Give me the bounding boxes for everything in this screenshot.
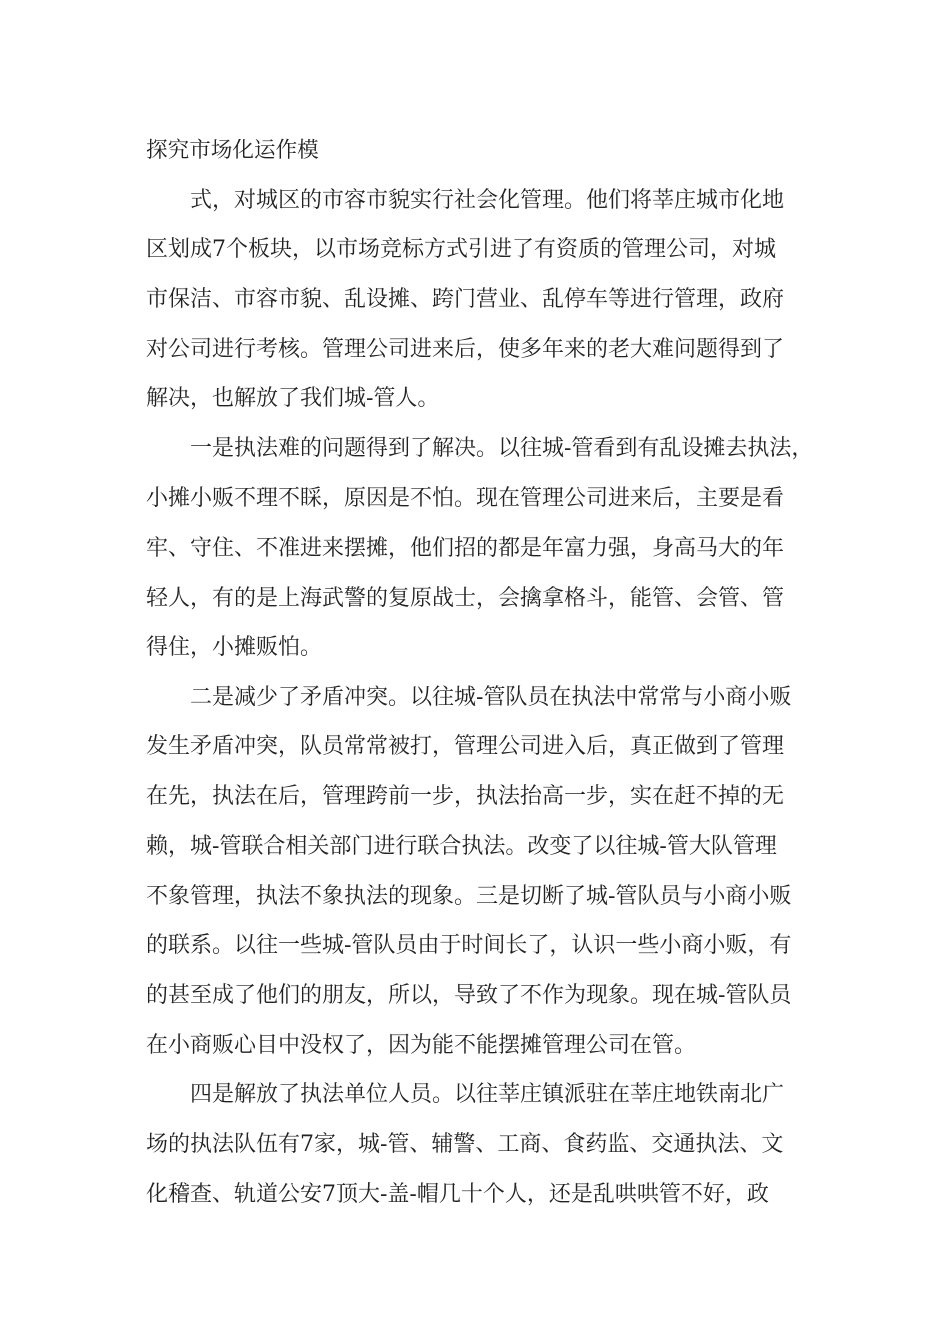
paragraph-4-line-2: 场的执法队伍有7家，城-管、辅警、工商、食药监、交通执法、文 — [146, 1132, 784, 1157]
paragraph-3-line-7: 的甚至成了他们的朋友，所以，导致了不作为现象。现在城-管队员 — [146, 983, 792, 1008]
paragraph-1-line-2: 区划成7个板块，以市场竞标方式引进了有资质的管理公司，对城 — [146, 237, 776, 262]
paragraph-3-line-5: 不象管理，执法不象执法的现象。三是切断了城-管队员与小商小贩 — [146, 884, 792, 909]
paragraph-2-line-4: 轻人，有的是上海武警的复原战士，会擒拿格斗，能管、会管、管 — [146, 586, 785, 611]
paragraph-2-line-1: 一是执法难的问题得到了解决。以往城-管看到有乱设摊去执法， — [190, 436, 814, 461]
paragraph-3-line-2: 发生矛盾冲突，队员常常被打，管理公司进入后，真正做到了管理 — [146, 734, 785, 759]
paragraph-2-line-5: 得住，小摊贩怕。 — [146, 635, 323, 660]
paragraph-3-line-1: 二是减少了矛盾冲突。以往城-管队员在执法中常常与小商小贩 — [190, 685, 792, 710]
paragraph-1-line-3: 市保洁、市容市貌、乱设摊、跨门营业、乱停车等进行管理，政府 — [146, 287, 785, 312]
paragraph-4-line-3: 化稽查、轨道公安7顶大-盖-帽几十个人，还是乱哄哄管不好，政 — [146, 1182, 769, 1207]
paragraph-3-line-8: 在小商贩心目中没权了，因为能不能摆摊管理公司在管。 — [146, 1033, 697, 1058]
paragraph-4-line-1: 四是解放了执法单位人员。以往莘庄镇派驻在莘庄地铁南北广 — [190, 1082, 785, 1107]
paragraph-2-line-3: 牢、守住、不准进来摆摊，他们招的都是年富力强，身高马大的年 — [146, 536, 785, 561]
document-heading: 探究市场化运作模 — [146, 138, 319, 163]
paragraph-3-line-6: 的联系。以往一些城-管队员由于时间长了，认识一些小商小贩，有 — [146, 933, 792, 958]
paragraph-1-line-1: 式，对城区的市容市貌实行社会化管理。他们将莘庄城市化地 — [190, 188, 785, 213]
paragraph-3-line-4: 赖，城-管联合相关部门进行联合执法。改变了以往城-管大队管理 — [146, 834, 777, 859]
paragraph-2-line-2: 小摊小贩不理不睬，原因是不怕。现在管理公司进来后，主要是看 — [146, 486, 785, 511]
paragraph-3-line-3: 在先，执法在后，管理跨前一步，执法抬高一步，实在赶不掉的无 — [146, 784, 785, 809]
paragraph-1-line-5: 解决，也解放了我们城-管人。 — [146, 386, 440, 411]
paragraph-1-line-4: 对公司进行考核。管理公司进来后，使多年来的老大难问题得到了 — [146, 337, 785, 362]
